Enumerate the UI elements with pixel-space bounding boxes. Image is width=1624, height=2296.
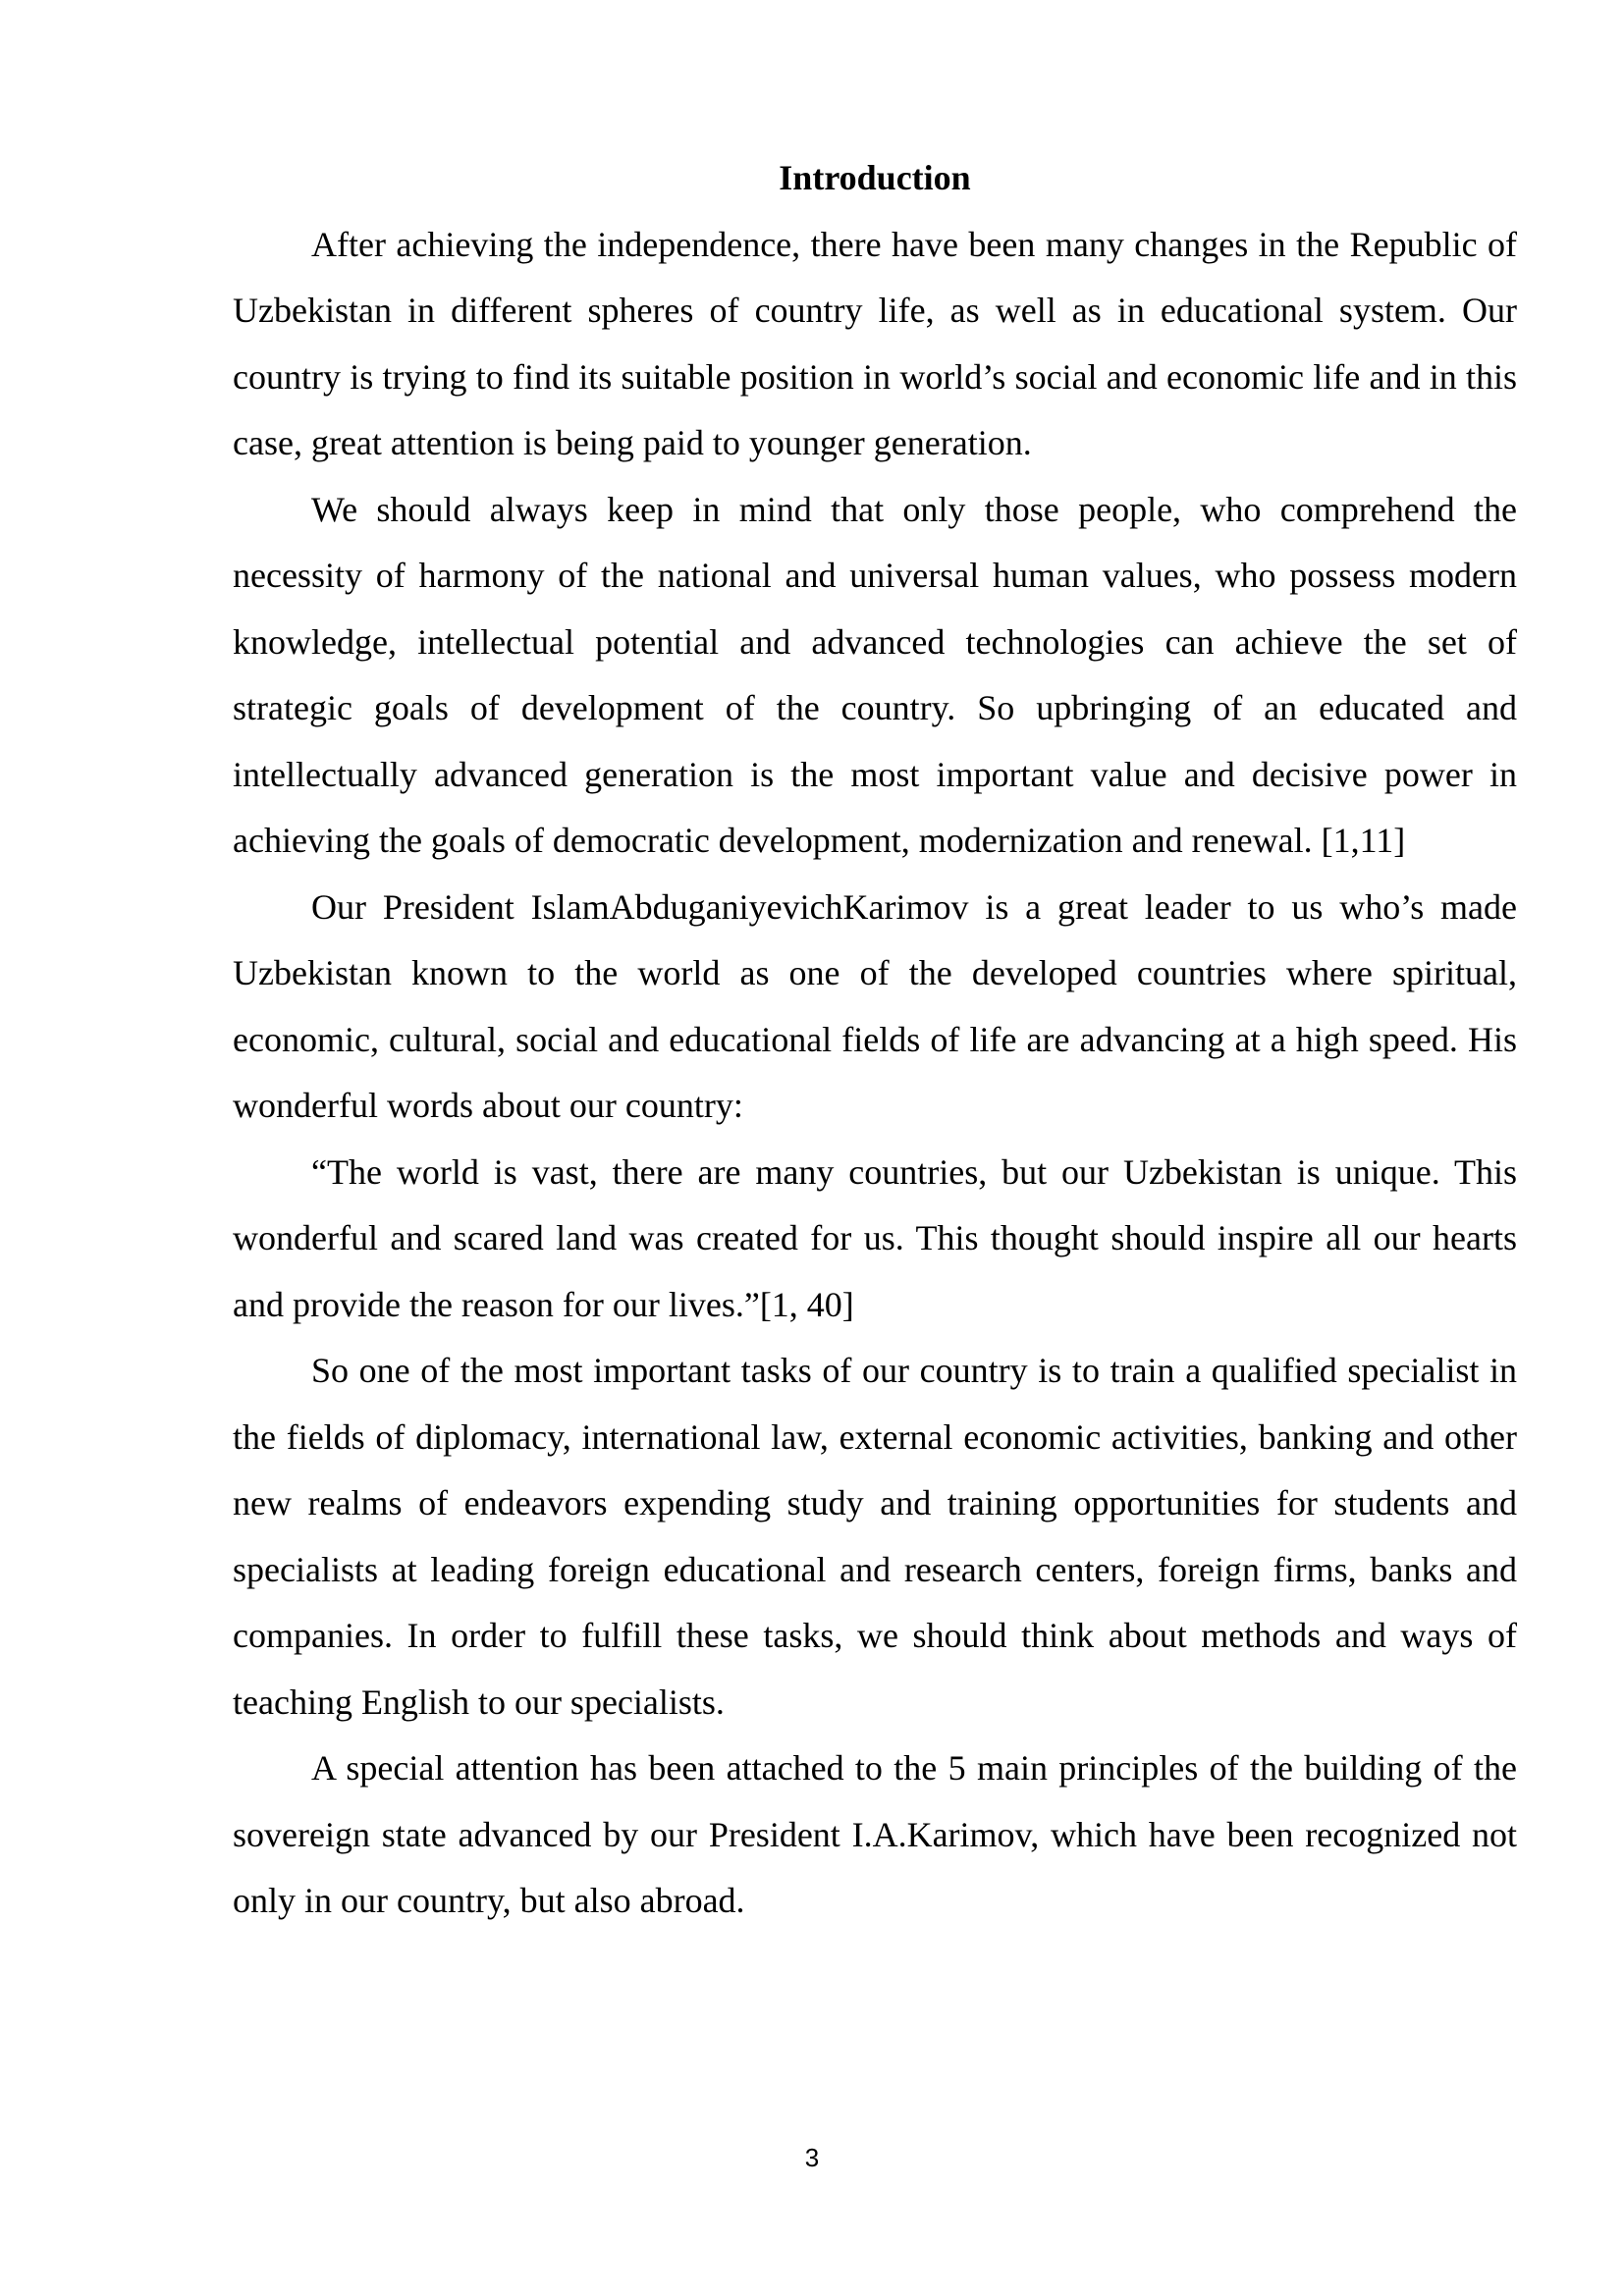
paragraph-1: After achieving the independence, there have been many changes in the Republic of Uzbekistan in different spheres of country life, as well as in educational system. Our country is trying to find its suitable position in world’s social and economic life and in this case, great attention is being paid to younger generation. [233, 224, 1517, 462]
quote-paragraph: “The world is vast, there are many countries, but our Uzbekistan is unique. This wonderful and scared land was created for us. This thought should inspire all our hearts and provide the reason for our lives.”[1, 40] [233, 1151, 1517, 1324]
paragraph-2: We should always keep in mind that only those people, who comprehend the necessity of harmony of the national and universal human values, who possess modern knowledge, intellectual potential and advanced technologies can achieve the set of strategic goals of development of the country. So upbringing of an educated and intellectually advanced generation is the most important value and decisive power in achieving the goals of democratic development, modernization and renewal. [1,11] [233, 489, 1517, 860]
paragraph-3: Our President IslamAbduganiyevichKarimov is a great leader to us who’s made Uzbekistan known to the world as one of the developed countries where spiritual, economic, cultural, social and educational fields of life are advancing at a high speed. His wonderful words about our country: [233, 886, 1517, 1125]
page-content [233, 145, 1517, 1935]
section-title: Introduction [779, 158, 971, 197]
paragraph-5: So one of the most important tasks of our country is to train a qualified specialist in the fields of diplomacy, international law, external economic activities, banking and other new realms of endeavors expending study and training opportunities for students and specialists at leading foreign educational and research centers, foreign firms, banks and companies. In order to fulfill these tasks, we should think about methods and ways of teaching English to our specialists. [233, 1351, 1517, 1722]
page-number: 3 [804, 2143, 820, 2172]
paragraph-6: A special attention has been attached to the 5 main principles of the building of the sovereign state advanced by our President I.A.Karimov, which have been recognized not only in our country, but also abroad. [233, 1748, 1517, 1920]
